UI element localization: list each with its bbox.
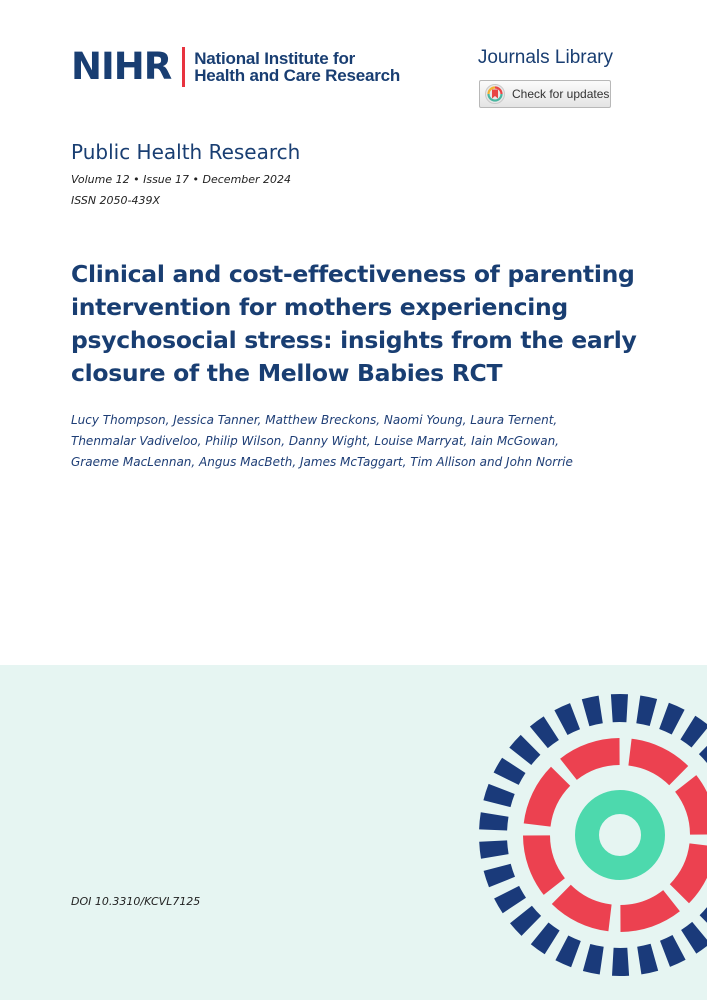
middle-ring-segment [670, 843, 707, 903]
middle-ring-segment [552, 885, 612, 932]
concentric-rings-decoration [0, 665, 707, 1000]
middle-ring-segment [524, 767, 571, 827]
outer-ring-segment [494, 886, 526, 913]
outer-ring-segment [530, 716, 559, 748]
journals-library-label: Journals Library [477, 47, 613, 68]
nihr-logo [71, 47, 400, 87]
check-for-updates-label: Check for updates [512, 87, 610, 101]
outer-ring-segment [531, 923, 560, 955]
outer-ring-segment [681, 922, 707, 954]
outer-ring-segment [484, 864, 515, 887]
outer-ring-segment [479, 812, 508, 830]
outer-ring-segment [660, 935, 686, 967]
outer-ring-segment [555, 936, 580, 968]
nihr-logo-mark: NIHR [71, 45, 172, 88]
outer-ring-segment [612, 948, 629, 976]
outer-ring-segment [699, 734, 707, 764]
outer-ring-segment [509, 735, 540, 765]
check-for-updates-button[interactable] [479, 80, 611, 108]
middle-ring-segment [620, 890, 680, 932]
author-line: Lucy Thompson, Jessica Tanner, Matthew Breckons, Naomi Young, Laura Ternent, [71, 413, 558, 427]
logo-line-2: Health and Care Research [194, 66, 401, 85]
outer-ring-segment [554, 703, 580, 735]
inner-ring [587, 802, 653, 868]
logo-divider [182, 47, 185, 87]
report-title: Clinical and cost-effectiveness of parenting intervention for mothers experiencing psychosocial stress: insights from the early closure of the Mellow Babies RCT [71, 260, 637, 387]
outer-ring-segment [494, 758, 526, 785]
middle-ring-segment [523, 835, 565, 895]
outer-ring-segment [582, 696, 603, 727]
outer-ring-segment [611, 694, 628, 722]
logo-line-1: National Institute for [194, 49, 356, 68]
middle-ring-segment [560, 738, 620, 780]
middle-ring-segment [628, 739, 688, 786]
author-line: Thenmalar Vadiveloo, Philip Wilson, Danny Wight, Louise Marryat, Iain McGowan, [71, 434, 559, 448]
outer-ring-segment [479, 840, 508, 858]
issn-line: ISSN 2050-439X [71, 194, 161, 207]
issue-line: Volume 12 • Issue 17 • December 2024 [71, 173, 292, 186]
journal-title: Public Health Research [71, 140, 301, 164]
outer-ring-segment [583, 944, 604, 975]
nihr-logo-text [194, 50, 400, 84]
outer-ring-segment [636, 696, 657, 727]
footer-band [0, 665, 707, 1000]
outer-ring-segment [483, 784, 514, 807]
author-line: Graeme MacLennan, Angus MacBeth, James McTaggart, Tim Allison and John Norrie [71, 455, 573, 469]
middle-ring [523, 738, 707, 932]
bookmark-badge-icon [485, 84, 505, 104]
outer-ring-segment [637, 944, 658, 975]
middle-ring-segment [675, 775, 707, 835]
outer-ring-segment [510, 906, 541, 936]
outer-ring-segment [700, 905, 707, 935]
doi-label: DOI 10.3310/KCVL7125 [71, 895, 201, 908]
author-list [71, 410, 631, 473]
outer-ring-segment [659, 703, 684, 735]
outer-ring-segment [680, 716, 707, 748]
